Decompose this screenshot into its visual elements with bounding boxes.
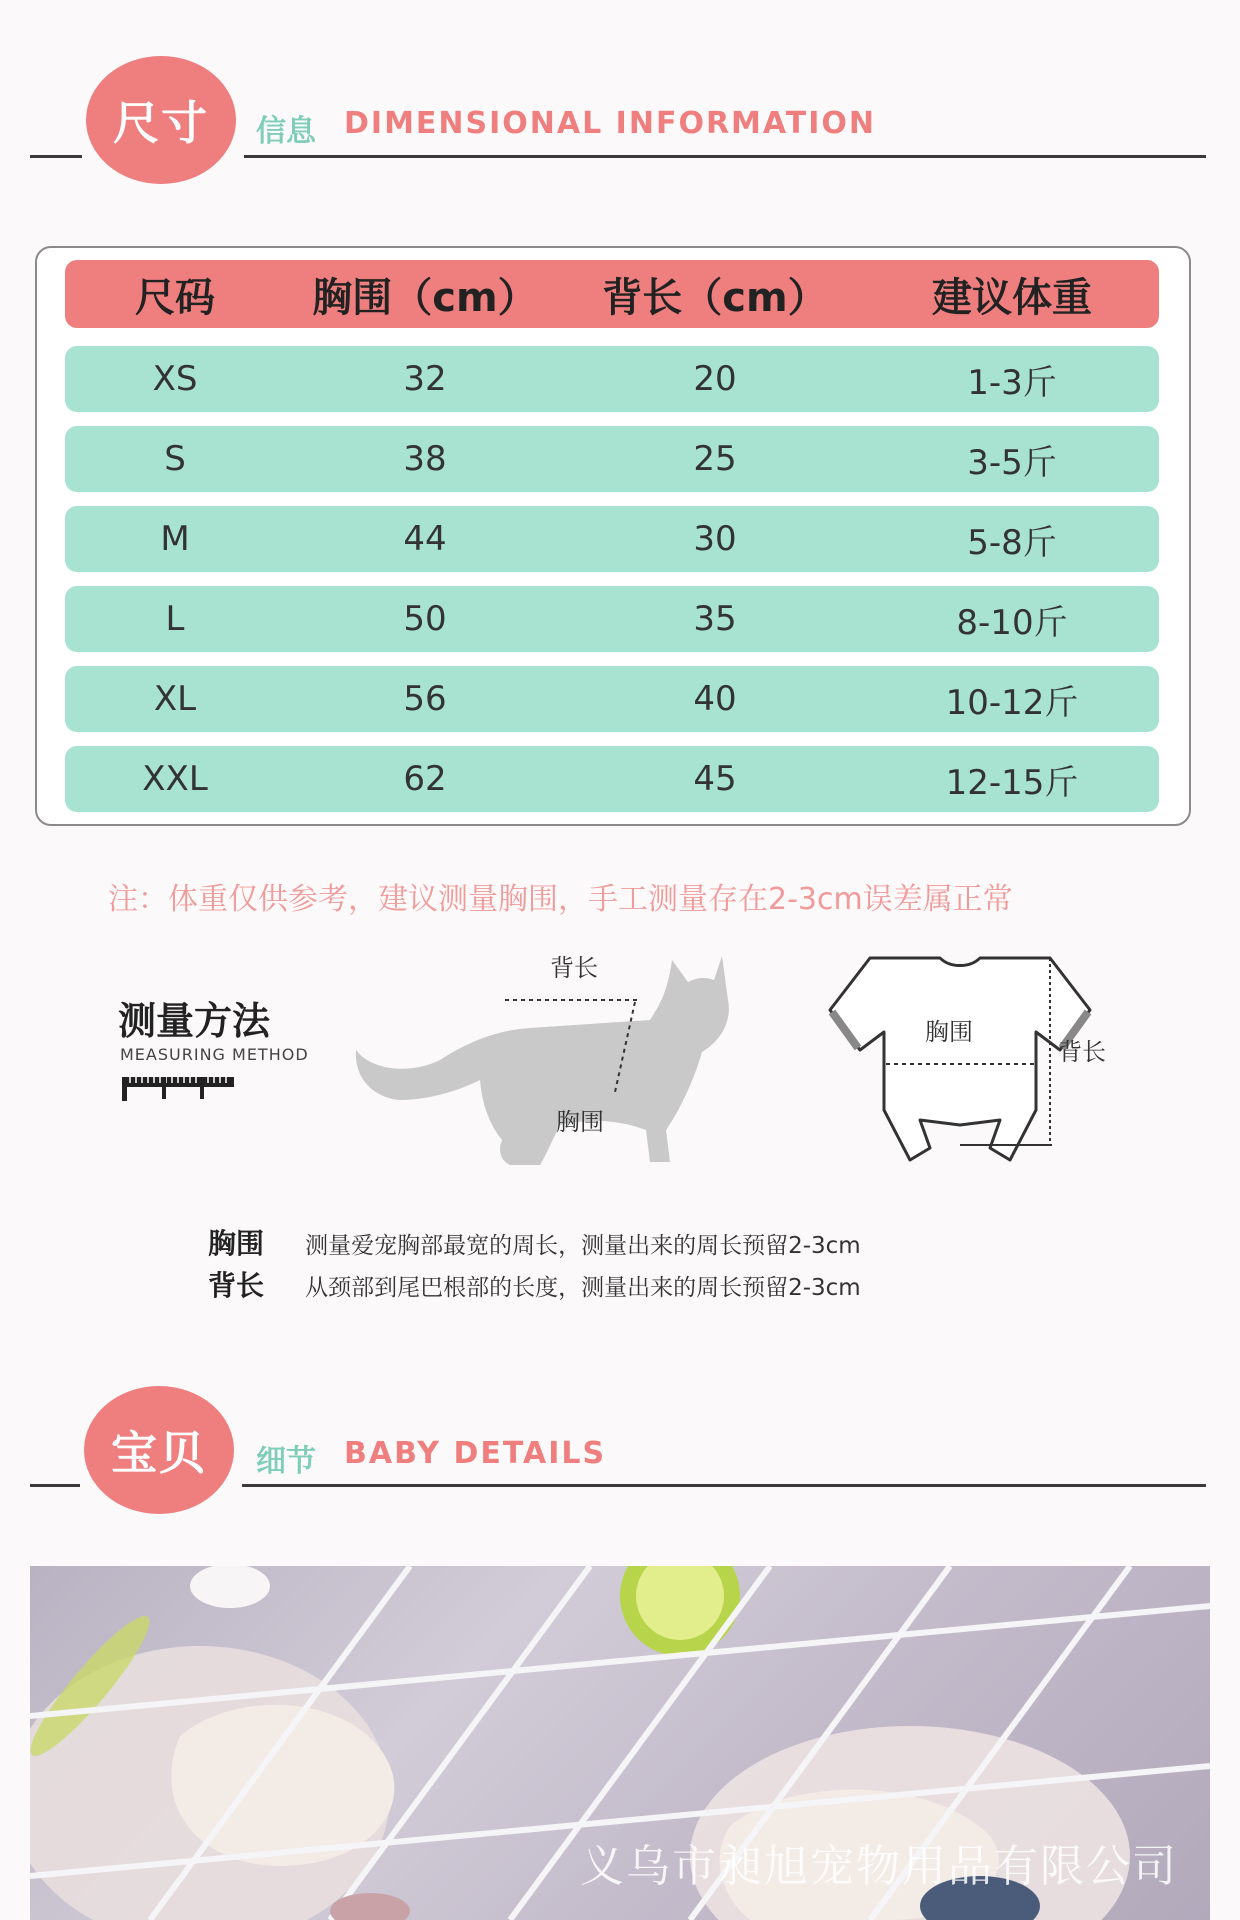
cell-back: 35: [693, 599, 737, 639]
section-subtitle-cn: 信息: [256, 114, 316, 149]
desc-value: 从颈部到尾巴根部的长度，测量出来的周长预留2-3cm: [305, 1275, 861, 1301]
cell-back: 45: [693, 759, 737, 799]
table-row: [65, 346, 1159, 412]
section-badge: 尺寸: [86, 56, 236, 184]
cell-weight: 1-3斤: [967, 362, 1057, 403]
cat-back-label: 背长: [550, 954, 598, 982]
section-subtitle-cn: 细节: [256, 1444, 316, 1479]
cell-weight: 3-5斤: [967, 442, 1057, 483]
cell-size: L: [165, 599, 185, 639]
header-back: 背长（cm）: [602, 274, 828, 321]
desc-value: 测量爱宠胸部最宽的周长，测量出来的周长预留2-3cm: [305, 1233, 861, 1259]
desc-back: [208, 1264, 861, 1304]
section-subtitle-en: BABY DETAILS: [344, 1436, 607, 1471]
cat-chest-label: 胸围: [556, 1108, 604, 1136]
cell-chest: 50: [403, 599, 447, 639]
table-header-row: [65, 260, 1159, 328]
method-title: 测量方法: [118, 999, 271, 1043]
cell-size: M: [160, 519, 190, 559]
watermark: 义乌市昶旭宠物用品有限公司: [580, 1841, 1178, 1892]
cell-chest: 44: [403, 519, 447, 559]
header-chest: 胸围（cm）: [312, 274, 538, 321]
table-row: [65, 506, 1159, 572]
cell-weight: 10-12斤: [945, 682, 1079, 723]
table-row: [65, 426, 1159, 492]
shirt-chest-label: 胸围: [925, 1018, 973, 1046]
cell-weight: 12-15斤: [945, 762, 1079, 803]
cell-size: XL: [153, 679, 197, 719]
size-note: 注：体重仅供参考，建议测量胸围，手工测量存在2-3cm误差属正常: [108, 882, 1013, 917]
table-row: [65, 746, 1159, 812]
divider-right: [244, 155, 1206, 158]
section-badge: 宝贝: [84, 1386, 234, 1514]
cell-chest: 62: [403, 759, 447, 799]
cell-back: 40: [693, 679, 737, 719]
method-subtitle: MEASURING METHOD: [120, 1045, 309, 1064]
cell-back: 30: [693, 519, 737, 559]
section-subtitle-en: DIMENSIONAL INFORMATION: [344, 106, 877, 141]
size-table: [35, 246, 1191, 826]
divider-left: [30, 1484, 80, 1487]
pet-clothing-diagram-icon: [790, 940, 1130, 1180]
header-weight: 建议体重: [932, 274, 1092, 321]
shirt-back-label: 背长: [1058, 1038, 1106, 1066]
ruler-icon: [122, 1075, 234, 1101]
cell-size: S: [164, 439, 186, 479]
table-row: [65, 666, 1159, 732]
cat-silhouette-icon: [350, 940, 730, 1180]
desc-key: 背长: [208, 1269, 265, 1302]
section-header-details: [0, 1378, 1240, 1518]
cell-size: XXL: [142, 759, 208, 799]
cell-size: XS: [152, 359, 198, 399]
cell-chest: 38: [403, 439, 447, 479]
table-row: [65, 586, 1159, 652]
cell-weight: 8-10斤: [956, 602, 1068, 643]
cell-chest: 32: [403, 359, 447, 399]
header-size: 尺码: [135, 274, 215, 321]
desc-chest: [208, 1222, 861, 1262]
cell-chest: 56: [403, 679, 447, 719]
divider-right: [242, 1484, 1206, 1487]
cell-weight: 5-8斤: [967, 522, 1057, 563]
section-header-dimensions: [0, 50, 1240, 190]
desc-key: 胸围: [208, 1227, 265, 1260]
cell-back: 25: [693, 439, 737, 479]
divider-left: [30, 155, 82, 158]
cell-back: 20: [693, 359, 737, 399]
